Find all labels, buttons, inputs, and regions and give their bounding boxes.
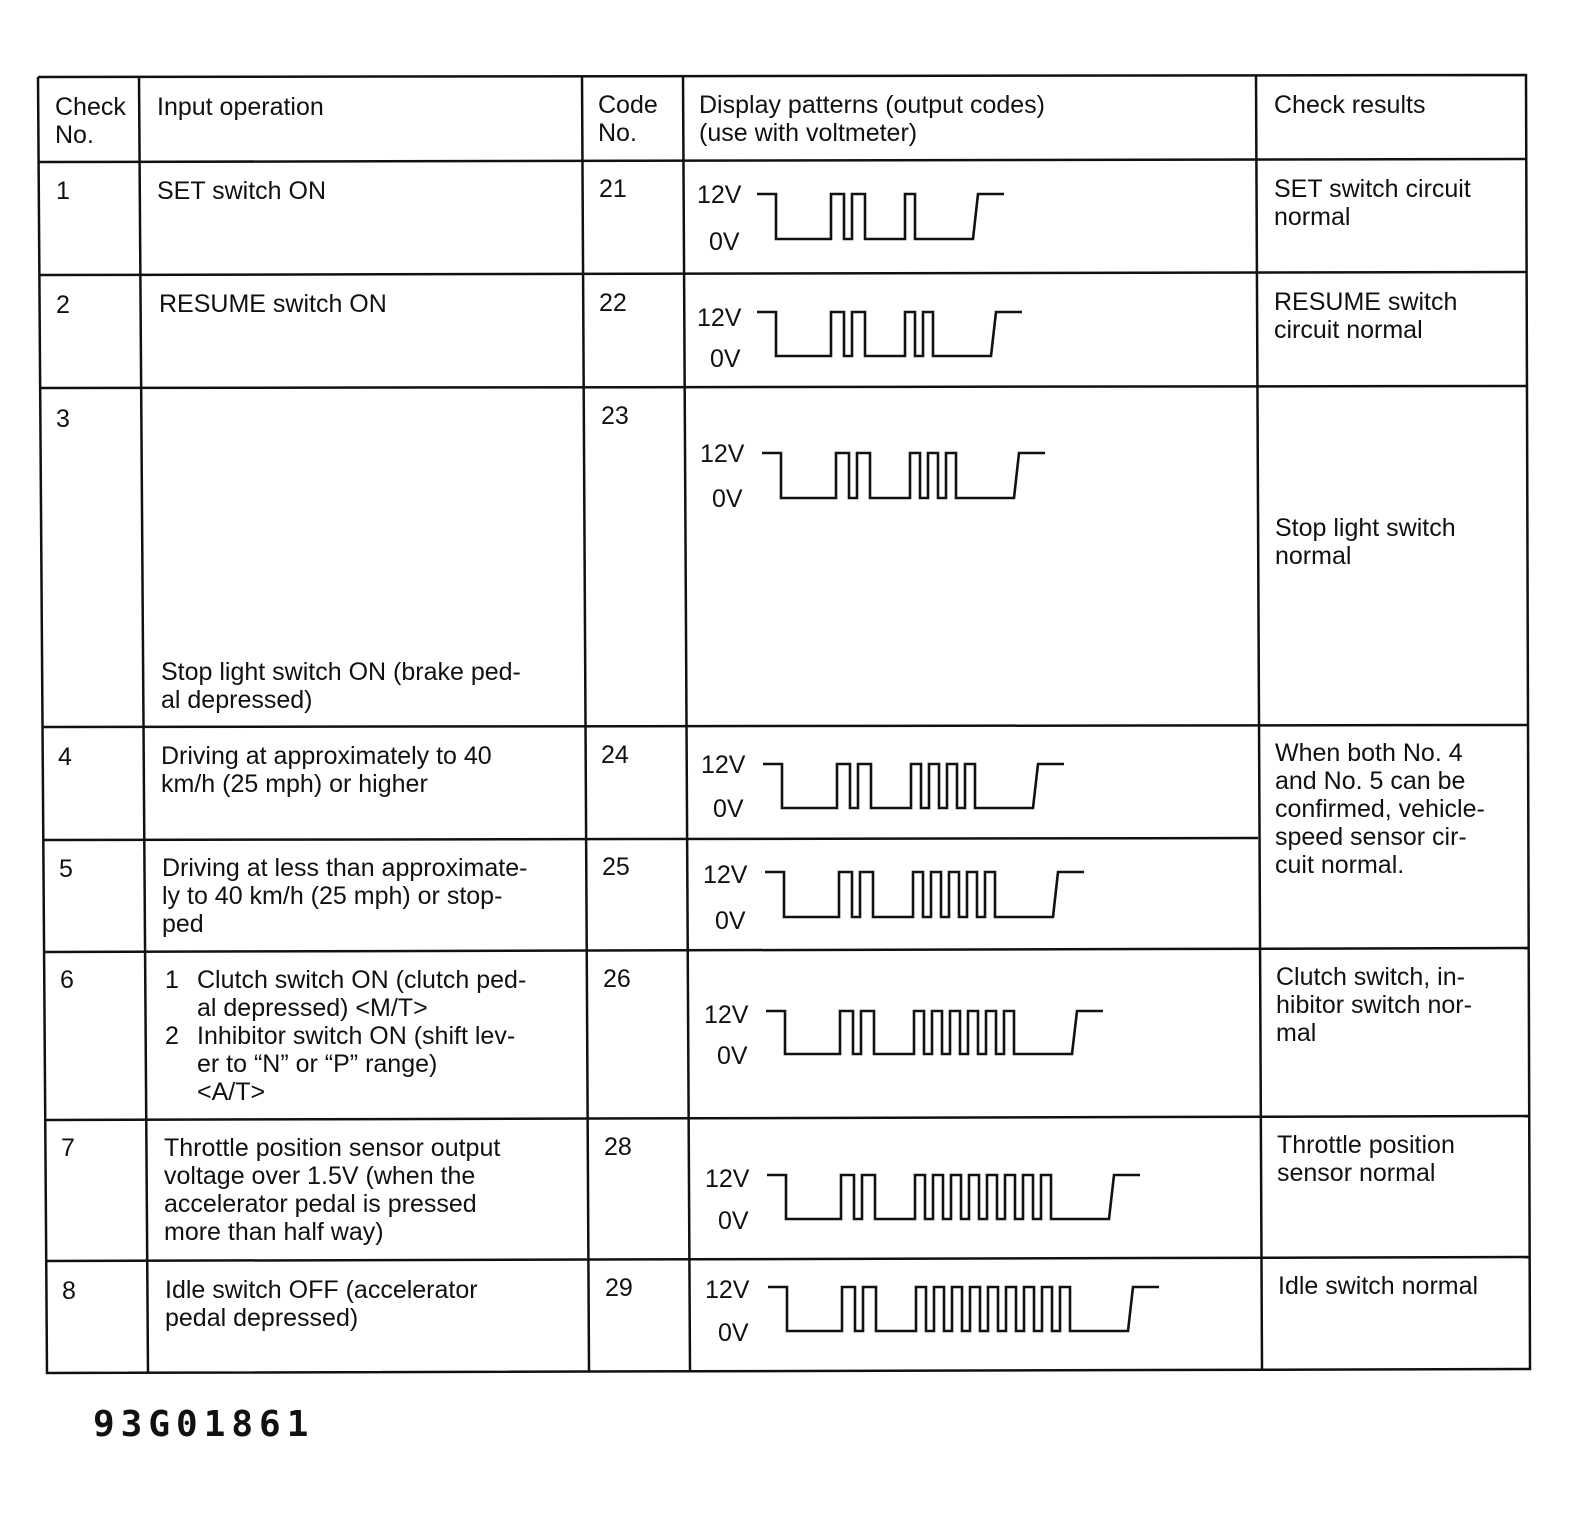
- voltage-high-label-3: 12V: [700, 440, 745, 468]
- check-no-6: 6: [60, 966, 74, 994]
- voltage-low-label-8: 0V: [718, 1319, 749, 1347]
- code-no-7: 28: [604, 1133, 632, 1161]
- check-result-7: Throttle position sensor normal: [1277, 1131, 1455, 1187]
- header-input-operation: Input operation: [157, 93, 324, 121]
- row-divider-6: [45, 1116, 1529, 1120]
- check-no-8: 8: [62, 1277, 76, 1305]
- code-no-4: 24: [601, 741, 629, 769]
- check-result-6: Clutch switch, in- hibitor switch nor- mal: [1276, 963, 1472, 1047]
- waveform-code-23: [762, 453, 1045, 498]
- input-operation-2: RESUME switch ON: [159, 290, 387, 318]
- check-result-2: RESUME switch circuit normal: [1274, 288, 1458, 344]
- code-no-6: 26: [603, 965, 631, 993]
- input-operation-1: SET switch ON: [157, 177, 327, 205]
- voltage-high-label-5: 12V: [703, 861, 748, 889]
- check-result-3: Stop light switch normal: [1275, 514, 1456, 570]
- check-result-8: Idle switch normal: [1278, 1272, 1479, 1300]
- input-item-number-6-2: 2: [165, 1022, 179, 1050]
- waveform-code-28: [767, 1175, 1140, 1219]
- code-no-8: 29: [605, 1274, 633, 1302]
- voltage-low-label-2: 0V: [710, 345, 741, 373]
- check-no-3: 3: [56, 405, 70, 433]
- voltage-high-label-2: 12V: [697, 304, 742, 332]
- voltage-low-label-5: 0V: [715, 907, 746, 935]
- waveform-code-26: [766, 1011, 1103, 1054]
- row-divider-2: [40, 386, 1527, 388]
- waveform-code-24: [763, 764, 1064, 808]
- check-result-4-5: When both No. 4 and No. 5 can be confirmed, vehicle- speed sensor cir- cuit normal.: [1275, 739, 1485, 879]
- check-no-2: 2: [56, 291, 70, 319]
- check-result-1: SET switch circuit normal: [1274, 175, 1471, 231]
- voltage-high-label-8: 12V: [705, 1276, 750, 1304]
- voltage-low-label-7: 0V: [718, 1207, 749, 1235]
- header-code-no: Code No.: [598, 91, 658, 147]
- check-no-4: 4: [58, 743, 72, 771]
- code-no-2: 22: [599, 289, 627, 317]
- row-divider-7: [46, 1257, 1530, 1261]
- input-operation-7: Throttle position sensor output voltage over 1.5V (when the accelerator pedal is pressed more than half way): [164, 1134, 501, 1246]
- check-no-5: 5: [59, 855, 73, 883]
- code-no-3: 23: [601, 402, 629, 430]
- row-divider-header: [38, 159, 1526, 162]
- col-divider-3: [683, 76, 690, 1371]
- waveform-code-25: [765, 872, 1084, 917]
- code-no-1: 21: [599, 175, 627, 203]
- code-no-5: 25: [602, 853, 630, 881]
- voltage-low-label-6: 0V: [717, 1042, 748, 1070]
- row-divider-3: [42, 725, 1527, 727]
- input-operation-4: Driving at approximately to 40 km/h (25 mph) or higher: [161, 742, 492, 798]
- row-divider-4: [43, 838, 1258, 840]
- voltage-high-label-6: 12V: [704, 1001, 749, 1029]
- col-divider-2: [582, 76, 589, 1371]
- check-no-1: 1: [56, 177, 70, 205]
- input-item-number-6-1: 1: [165, 966, 179, 994]
- col-divider-4: [1256, 75, 1262, 1370]
- waveform-code-21: [757, 194, 1004, 239]
- input-item-text-6-1: Clutch switch ON (clutch ped- al depressed) <M/T>: [197, 966, 527, 1022]
- header-check-no: Check No.: [55, 93, 126, 149]
- voltage-high-label-4: 12V: [701, 751, 746, 779]
- voltage-low-label-1: 0V: [709, 228, 740, 256]
- row-divider-5: [44, 948, 1528, 952]
- voltage-low-label-3: 0V: [712, 485, 743, 513]
- input-operation-5: Driving at less than approximate- ly to 40 km/h (25 mph) or stop- ped: [162, 854, 528, 938]
- row-divider-1: [39, 272, 1526, 275]
- figure-id: 93G01861: [93, 1404, 315, 1445]
- header-check-results: Check results: [1274, 91, 1426, 119]
- waveform-code-29: [768, 1287, 1159, 1331]
- voltage-high-label-1: 12V: [697, 181, 742, 209]
- voltage-high-label-7: 12V: [705, 1165, 750, 1193]
- input-operation-3: Stop light switch ON (brake ped- al depressed): [161, 658, 521, 714]
- input-item-text-6-2: Inhibitor switch ON (shift lev- er to “N” or “P” range) <A/T>: [197, 1022, 516, 1106]
- col-divider-1: [139, 77, 148, 1373]
- header-display-patterns: Display patterns (output codes) (use with voltmeter): [699, 91, 1046, 147]
- voltage-low-label-4: 0V: [713, 795, 744, 823]
- waveform-code-22: [757, 312, 1022, 356]
- input-operation-8: Idle switch OFF (accelerator pedal depressed): [165, 1276, 478, 1332]
- check-no-7: 7: [61, 1134, 75, 1162]
